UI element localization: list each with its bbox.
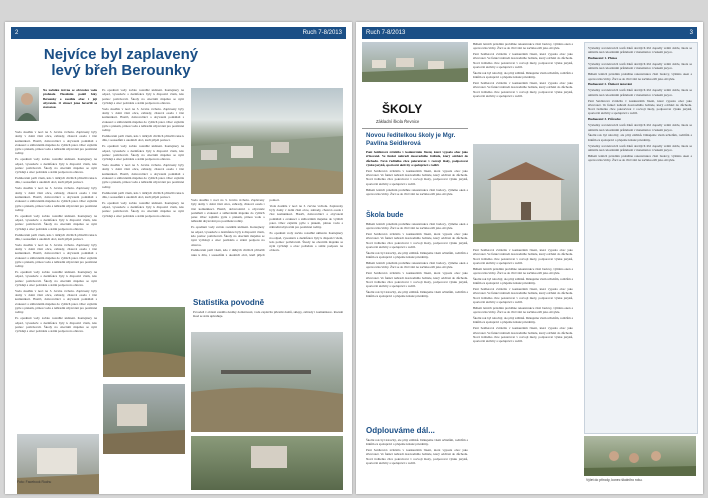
flood-photo-trees	[103, 307, 185, 377]
paragraph: Voda dosáhla v noci na 3. června vrcholu. Zaplaveny byly domy v dolní části obce, zahrady, chatová osada i část komunikací. Hasiči, dobrovolníci a obyvatelé pomáhali s evakuací a stěhováním majetku do vyšších pater. Obec zajistila pytle s pískem, pitnou vodu a náhradní ubytování pro postižené rodiny.	[102, 163, 184, 189]
paragraph: Paní Seidlerová zvítězila v konkurzním řízení, které vypsala obec jako zřizovatel. Ve funkci nahradí dosavadního ředitele, který odchází do důchodu. Nová ředitelka chce pokračovat v rozvoji školy, podporovat výuku jazyků, sportovní aktivity a spolupráci s rodiči.	[366, 150, 468, 167]
sidebar-heading: Hodnocení: 2. Úlohové testování	[588, 82, 632, 87]
column-3-text	[191, 198, 343, 296]
column-2-lower-text	[473, 248, 573, 442]
paragraph: Poděkování patří všem, kdo v těžkých chvílích přiložili ruku k dílu, i sousedům z okolních obcí, kteří přijeli pomoci.	[15, 232, 97, 241]
paragraph: Po opadnutí vody začalo rozsáhlé uklízení. Kontejnery na odpad, vysoušeče a dezinfekce byly k dispozici všem, kdo pomoc potřebovali. Škody na obecním majetku se nyní vyčíslují a obec požádala o státní podporu na obnovu.	[102, 88, 184, 105]
paragraph: Voda dosáhla v noci na 3. června vrcholu. Zaplaveny byly domy v dolní části obce, zahrady, chatová osada i část komunikací. Hasiči, dobrovolníci a obyvatelé pomáhali s evakuací a stěhováním majetku do vyšších pater. Obec zajistila pytle s pískem, pitnou vodu a náhradní ubytování pro postižené rodiny.	[269, 203, 343, 230]
flood-photo-bridge	[191, 332, 343, 432]
column-2-text	[473, 42, 573, 140]
paragraph: Paní Seidlerová zvítězila v konkurzním řízení, které vypsala obec jako zřizovatel. Ve funkci nahradí dosavadního ředitele, který odchází do důchodu. Nová ředitelka chce pokračovat v rozvoji školy, podporovat výuku jazyků, sportovní aktivity a spolupráci s rodiči.	[473, 326, 573, 344]
paragraph: Poděkování patří všem, kdo v těžkých chvílích přiložili ruku k dílu, i sousedům z okolních obcí, kteří přijeli pomoci.	[102, 190, 184, 199]
paragraph: Po opadnutí vody začalo rozsáhlé uklízení. Kontejnery na odpad, vysoušeče a dezinfekce byly k dispozici všem, kdo pomoc potřebovali. Škody na obecním majetku se nyní vyčíslují a obec požádala o státní podporu na obnovu.	[15, 316, 97, 334]
paragraph: Paní Seidlerová zvítězila v konkurzním řízení, které vypsala obec jako zřizovatel. Ve funkci nahradí dosavadního ředitele, který odchází do důchodu. Nová ředitelka chce pokračovat v rozvoji školy, podporovat výuku jazyků, sportovní aktivity a spolupráci s rodiči.	[588, 98, 692, 116]
paragraph: Po opadnutí vody začalo rozsáhlé uklízení. Kontejnery na odpad, vysoušeče a dezinfekce byly k dispozici všem, kdo pomoc potřebovali. Škody na obecním majetku se nyní vyčíslují a obec požádala o státní podporu na obnovu.	[15, 157, 97, 175]
paragraph: Po opadnutí vody začalo rozsáhlé uklízení. Kontejnery na odpad, vysoušeče a dezinfekce byly k dispozici všem, kdo pomoc potřebovali. Škody na obecním majetku se nyní vyčíslují a obec požádala o státní podporu na obnovu.	[102, 200, 184, 218]
article-heading: Novou ředitelkou školy je Mgr. Pavlína Seidlerová	[366, 132, 456, 147]
paragraph: Během letních prázdnin proběhne rekonstrukce části budovy, výměna oken a oprava tělocvičny. Žáci se do tříd vrátí na začátku září jako obvykle.	[366, 187, 468, 196]
stats-title: Statistika povodně	[193, 298, 265, 307]
photo-caption: Výlet do přírody, konec školního roku.	[586, 478, 643, 482]
flood-photo-garden	[191, 436, 343, 490]
paragraph: Během letních prázdnin proběhne rekonstrukce části budovy, výměna oken a oprava tělocvičny. Žáci se do tříd vrátí na začátku září jako obvykle.	[473, 42, 573, 51]
column-2-text	[102, 88, 184, 298]
article-text	[366, 150, 468, 210]
flood-photo-street	[17, 434, 99, 494]
page-header-bar	[362, 27, 697, 39]
paragraph: Školní rok byl náročný, ale plný zážitků. Děkujeme všem učitelům, rodičům a žákům za spolupráci a přejeme krásné prázdniny.	[366, 290, 468, 299]
paragraph: Po opadnutí vody začalo rozsáhlé uklízení. Kontejnery na odpad, vysoušeče a dezinfekce byly k dispozici všem, kdo pomoc potřebovali. Škody na obecním majetku se nyní vyčíslují a obec požádala o státní podporu na obnovu.	[102, 144, 184, 162]
lead-paragraph: Na začátku června se obrovská voda prohnala Hostěním podél řeky Berounky a zasáhla obec i její obyvatele. O situaci jsme hovořili se starostou.	[43, 88, 97, 110]
school-building-photo	[473, 144, 579, 242]
paragraph: Voda dosáhla v noci na 3. června vrcholu. Zaplaveny byly domy v dolní části obce, zahrady, chatová osada i část komunikací. Hasiči, dobrovolníci a obyvatelé pomáhali s evakuací a stěhováním majetku do vyšších pater. Obec zajistila pytle s pískem, pitnou vodu a náhradní ubytování pro postižené rodiny.	[15, 288, 97, 315]
column-1-text	[15, 130, 97, 430]
flood-photo-large	[191, 88, 343, 194]
paragraph: Po opadnutí vody začalo rozsáhlé uklízení. Kontejnery na odpad, vysoušeče a dezinfekce byly k dispozici všem, kdo pomoc potřebovali. Škody na obecním majetku se nyní vyčíslují a obec požádala o státní podporu na obnovu.	[15, 213, 97, 231]
paragraph: Paní Seidlerová zvítězila v konkurzním řízení, které vypsala obec jako zřizovatel. Ve funkci nahradí dosavadního ředitele, který odchází do důchodu. Nová ředitelka chce pokračovat v rozvoji školy, podporovat výuku jazyků, sportovní aktivity a spolupráci s rodiči.	[366, 448, 468, 466]
paragraph: Paní Seidlerová zvítězila v konkurzním řízení, které vypsala obec jako zřizovatel. Ve funkci nahradí dosavadního ředitele, který odchází do důchodu. Nová ředitelka chce pokračovat v rozvoji školy, podporovat výuku jazyků, sportovní aktivity a spolupráci s rodiči.	[473, 81, 573, 99]
paragraph: Paní Seidlerová zvítězila v konkurzním řízení, které vypsala obec jako zřizovatel. Ve funkci nahradí dosavadního ředitele, který odchází do důchodu. Nová ředitelka chce pokračovat v rozvoji školy, podporovat výuku jazyků, sportovní aktivity a spolupráci s rodiči.	[473, 287, 573, 305]
right-page	[356, 22, 703, 494]
paragraph: Výsledky srovnávacích testů žáků devátých tříd dopadly velmi dobře, škola se umístila nad celostátním průměrem v matematice i českém jazyce.	[588, 88, 692, 97]
paragraph: Výsledky srovnávacích testů žáků devátých tříd dopadly velmi dobře, škola se umístila nad celostátním průměrem v matematice i českém jazyce.	[588, 123, 692, 132]
paragraph: Paní Seidlerová zvítězila v konkurzním řízení, které vypsala obec jako zřizovatel. Ve funkci nahradí dosavadního ředitele, který odchází do důchodu. Nová ředitelka chce pokračovat v rozvoji školy, podporovat výuku jazyků, sportovní aktivity a spolupráci s rodiči.	[473, 52, 573, 70]
paragraph: Voda dosáhla v noci na 3. června vrcholu. Zaplaveny byly domy v dolní části obce, zahrady, chatová osada i část komunikací. Hasiči, dobrovolníci a obyvatelé pomáhali s evakuací a stěhováním majetku do vyšších pater. Obec zajistila pytle s pískem, pitnou vodu a náhradní ubytování pro postižené rodiny.	[15, 242, 97, 269]
paragraph: Voda dosáhla v noci na 3. června vrcholu. Zaplaveny byly domy v dolní části obce, zahrady, chatová osada i část komunikací. Hasiči, dobrovolníci a obyvatelé pomáhali s evakuací a stěhováním majetku do vyšších pater. Obec zajistila pytle s pískem, pitnou vodu a náhradní ubytování pro postižené rodiny.	[15, 186, 97, 212]
paragraph: Voda dosáhla v noci na 3. června vrcholu. Zaplaveny byly domy v dolní části obce, zahrady, chatová osada i část komunikací. Hasiči, dobrovolníci a obyvatelé pomáhali s evakuací a stěhováním majetku do vyšších pater. Obec zajistila pytle s pískem, pitnou vodu a náhradní ubytování pro postižené rodiny.	[15, 130, 97, 156]
paragraph: Školní rok byl náročný, ale plný zážitků. Děkujeme všem učitelům, rodičům a žákům za spolupráci a přejeme krásné prázdniny.	[473, 316, 573, 325]
masthead: Ruch 7-8/2013	[302, 30, 342, 36]
paragraph: Školní rok byl náročný, ale plný zážitků. Děkujeme všem učitelům, rodičům a žákům za spolupráci a přejeme krásné prázdniny.	[473, 276, 573, 286]
page-header-bar	[11, 27, 346, 39]
paragraph: Paní Seidlerová zvítězila v konkurzním řízení, které vypsala obec jako zřizovatel. Ve funkci nahradí dosavadního ředitele, který odchází do důchodu. Nová ředitelka chce pokračovat v rozvoji školy, podporovat výuku jazyků, sportovní aktivity a spolupráci s rodiči.	[366, 232, 468, 250]
stats-text: Povodeň v oblasti zasáhla desítky domácností, voda zaplavila přízemí domů, sklepy, zahrady i komunikace. Rozsah škod se stále upřesňuje.	[193, 310, 343, 319]
article-heading: Škola bude	[366, 212, 404, 219]
paragraph: Během letních prázdnin proběhne rekonstrukce části budovy, výměna oken a oprava tělocvičny. Žáci se do tříd vrátí na začátku září jako obvykle.	[473, 266, 573, 276]
photo-caption: Foto: Facebook Ruchu	[17, 480, 52, 484]
paragraph: Školní rok byl náročný, ale plný zážitků. Děkujeme všem učitelům, rodičům a žákům za spolupráci a přejeme krásné prázdniny.	[473, 70, 573, 80]
left-page	[5, 22, 352, 494]
paragraph: Poděkování patří všem, kdo v těžkých chvílích přiložili ruku k dílu, i sousedům z okolních obcí, kteří přijeli pomoci.	[102, 134, 184, 143]
paragraph: Během letních prázdnin proběhne rekonstrukce části budovy, výměna oken a oprava tělocvičny. Žáci se do tříd vrátí na začátku září jako obvykle.	[588, 72, 692, 81]
divider	[362, 128, 468, 129]
page-number: 3	[689, 30, 693, 36]
paragraph: Po opadnutí vody začalo rozsáhlé uklízení. Kontejnery na odpad, vysoušeče a dezinfekce byly k dispozici všem, kdo pomoc potřebovali. Škody na obecním majetku se nyní vyčíslují a obec požádala o státní podporu na obnovu.	[15, 270, 97, 287]
school-trip-photo	[584, 436, 696, 476]
section-subtitle: Základní škola Řevnice	[376, 119, 420, 124]
paragraph: Během letních prázdnin proběhne rekonstrukce části budovy, výměna oken a oprava tělocvičny. Žáci se do tříd vrátí na začátku září jako obvykle.	[366, 222, 468, 231]
paragraph: Školní rok byl náročný, ale plný zážitků. Děkujeme všem učitelům, rodičům a žákům za spolupráci a přejeme krásné prázdniny.	[366, 250, 468, 260]
paragraph: Během letních prázdnin proběhne rekonstrukce části budovy, výměna oken a oprava tělocvičny. Žáci se do tříd vrátí na začátku září jako obvykle.	[473, 305, 573, 315]
paragraph: Školní rok byl náročný, ale plný zážitků. Děkujeme všem učitelům, rodičům a žákům za spolupráci a přejeme krásné prázdniny.	[366, 438, 468, 447]
school-panorama-photo	[362, 42, 468, 82]
sidebar-heading: Hodnocení: 1. Přenos	[588, 56, 618, 61]
paragraph: Poděkování patří všem, kdo v těžkých chvílích přiložili ruku k dílu, i sousedům z okolních obcí, kteří přijeli pomoci.	[15, 176, 97, 185]
paragraph: Paní Seidlerová zvítězila v konkurzním řízení, které vypsala obec jako zřizovatel. Ve funkci nahradí dosavadního ředitele, který odchází do důchodu. Nová ředitelka chce pokračovat v rozvoji školy, podporovat výuku jazyků, sportovní aktivity a spolupráci s rodiči.	[366, 168, 468, 186]
paragraph: Výsledky srovnávacích testů žáků devátých tříd dopadly velmi dobře, škola se umístila nad celostátním průměrem v matematice i českém jazyce.	[588, 62, 692, 71]
paragraph: Voda dosáhla v noci na 3. června vrcholu. Zaplaveny byly domy v dolní části obce, zahrady, chatová osada i část komunikací. Hasiči, dobrovolníci a obyvatelé pomáhali s evakuací a stěhováním majetku do vyšších pater. Obec zajistila pytle s pískem, pitnou vodu a náhradní ubytování pro postižené rodiny.	[102, 106, 184, 133]
paragraph: Výsledky srovnávacích testů žáků devátých tříd dopadly velmi dobře, škola se umístila nad celostátním průměrem v matematice i českém jazyce.	[588, 46, 692, 55]
portrait-photo	[15, 87, 39, 121]
paragraph: Po opadnutí vody začalo rozsáhlé uklízení. Kontejnery na odpad, vysoušeče a dezinfekce byly k dispozici všem, kdo pomoc potřebovali. Škody na obecním majetku se nyní vyčíslují a obec požádala o státní podporu na obnovu.	[191, 225, 265, 247]
article-text	[366, 438, 468, 490]
headline: Nejvíce byl zaplavený levý břeh Berounky	[43, 46, 199, 79]
masthead: Ruch 7-8/2013	[366, 30, 406, 36]
paragraph: Paní Seidlerová zvítězila v konkurzním řízení, které vypsala obec jako zřizovatel. Ve funkci nahradí dosavadního ředitele, který odchází do důchodu. Nová ředitelka chce pokračovat v rozvoji školy, podporovat výuku jazyků, sportovní aktivity a spolupráci s rodiči.	[366, 271, 468, 289]
paragraph: Paní Seidlerová zvítězila v konkurzním řízení, které vypsala obec jako zřizovatel. Ve funkci nahradí dosavadního ředitele, který odchází do důchodu. Nová ředitelka chce pokračovat v rozvoji školy, podporovat výuku jazyků, sportovní aktivity a spolupráci s rodiči.	[473, 248, 573, 265]
paragraph: Voda dosáhla v noci na 3. června vrcholu. Zaplaveny byly domy v dolní části obce, zahrady, chatová osada i část komunikací. Hasiči, dobrovolníci a obyvatelé pomáhali s evakuací a stěhováním majetku do vyšších pater. Obec zajistila pytle s pískem, pitnou vodu a náhradní ubytování pro postižené rodiny.	[191, 198, 265, 224]
paragraph: Během letních prázdnin proběhne rekonstrukce části budovy, výměna oken a oprava tělocvičny. Žáci se do tříd vrátí na začátku září jako obvykle.	[366, 261, 468, 270]
article-heading: Odplouváme dál...	[366, 426, 435, 435]
paragraph: Poděkování patří všem, kdo v těžkých chvílích přiložili ruku k dílu, i sousedům z okolních obcí, kteří přijeli pomoci.	[191, 198, 280, 257]
section-title: ŠKOLY	[382, 102, 423, 116]
sidebar-text	[588, 46, 692, 428]
page-number: 2	[15, 30, 19, 36]
paragraph: Po opadnutí vody začalo rozsáhlé uklízení. Kontejnery na odpad, vysoušeče a dezinfekce byly k dispozici všem, kdo pomoc potřebovali. Škody na obecním majetku se nyní vyčíslují a obec požádala o státní podporu na obnovu.	[269, 231, 343, 253]
paragraph: Školní rok byl náročný, ale plný zážitků. Děkujeme všem učitelům, rodičům a žákům za spolupráci a přejeme krásné prázdniny.	[588, 133, 692, 142]
article-text	[366, 222, 468, 422]
paragraph: Během letních prázdnin proběhne rekonstrukce části budovy, výměna oken a oprava tělocvičny. Žáci se do tříd vrátí na začátku září jako obvykle.	[588, 153, 692, 163]
sidebar-heading: Hodnocení: 3. Průvodce	[588, 117, 621, 122]
flood-photo-house	[103, 384, 185, 454]
paragraph: Výsledky srovnávacích testů žáků devátých tříd dopadly velmi dobře, škola se umístila nad celostátním průměrem v matematice i českém jazyce.	[588, 143, 692, 152]
